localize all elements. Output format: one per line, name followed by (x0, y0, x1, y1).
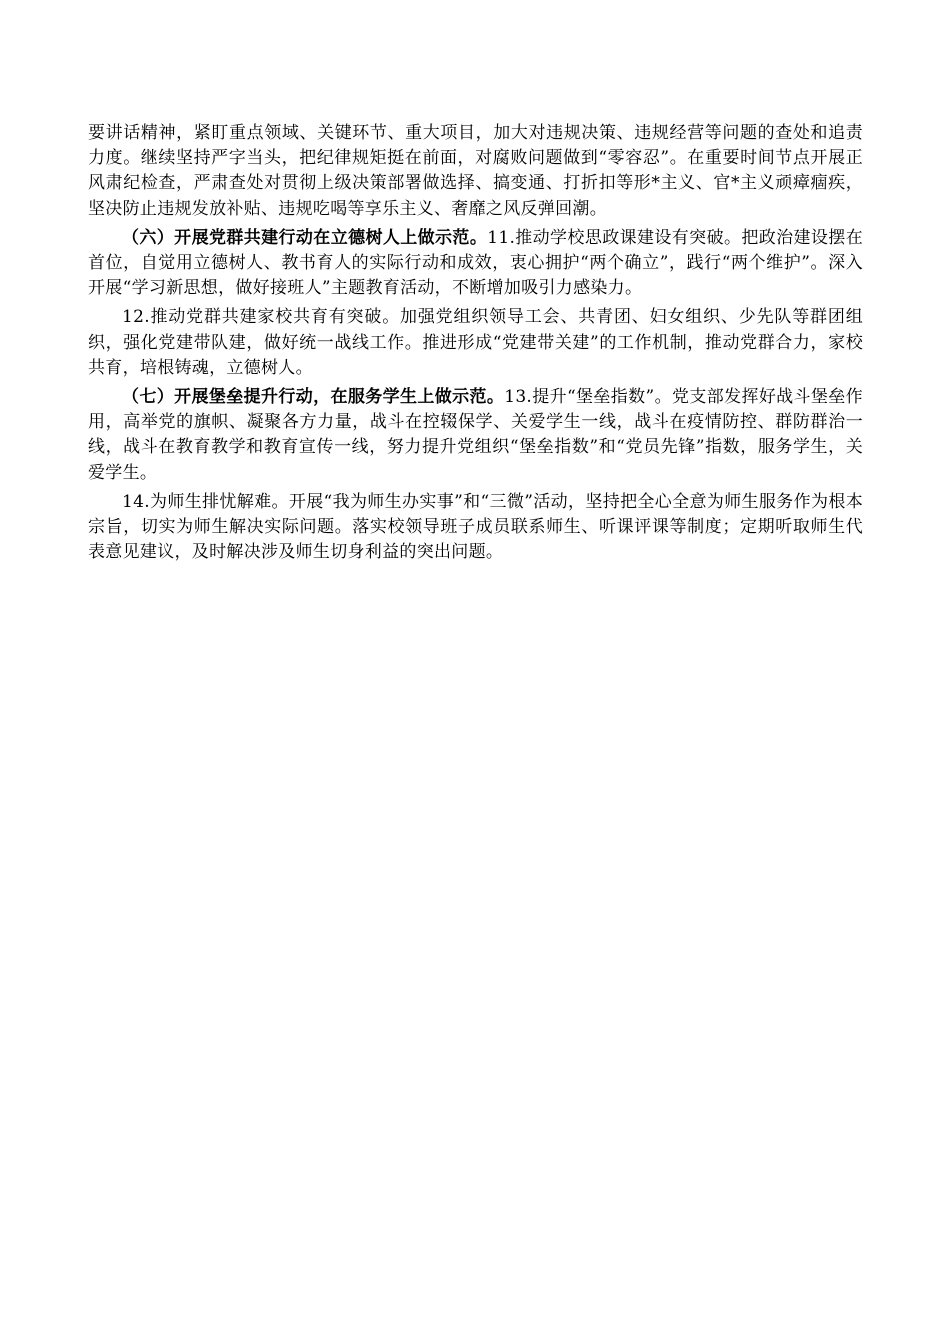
paragraph-text: 13.提升“堡垒指数”。党支部发挥好战斗堡垒作用，高举党的旗帜、凝聚各方力量，战斗在控辍保学、关爱学生一线，战斗在疫情防控、群防群治一线，战斗在教育教学和教育宣传一线，努力提升党组织“堡垒指数”和“党员先锋”指数，服务学生，关爱学生。 (88, 387, 863, 483)
document-body (88, 121, 863, 569)
paragraph-item-14 (88, 490, 863, 566)
paragraph-section-7 (88, 385, 863, 486)
paragraph-section-6 (88, 226, 863, 302)
paragraph-continuation (88, 121, 863, 222)
section-heading: （六）开展党群共建行动在立德树人上做示范。 (122, 227, 488, 248)
paragraph-text: 14.为师生排忧解难。开展“我为师生办实事”和“三微”活动，坚持把全心全意为师生服务作为根本宗旨，切实为师生解决实际问题。落实校领导班子成员联系师生、听课评课等制度；定期听取师生代表意见建议，及时解决涉及师生切身利益的突出问题。 (88, 491, 863, 563)
section-heading: （七）开展堡垒提升行动，在服务学生上做示范。 (122, 387, 505, 408)
paragraph-item-12 (88, 305, 863, 381)
paragraph-text: 要讲话精神，紧盯重点领域、关键环节、重大项目，加大对违规决策、违规经营等问题的查处和追责力度。继续坚持严字当头，把纪律规矩挺在前面，对腐败问题做到“零容忍”。在重要时间节点开展正风肃纪检查，严肃查处对贯彻上级决策部署做选择、搞变通、打折扣等形*主义、官*主义顽瘴痼疾，坚决防止违规发放补贴、违规吃喝等享乐主义、奢靡之风反弹回潮。 (88, 123, 863, 219)
paragraph-text: 11.推动学校思政课建设有突破。把政治建设摆在首位，自觉用立德树人、教书育人的实际行动和成效，衷心拥护“两个确立”，践行“两个维护”。深入开展“学习新思想，做好接班人”主题教育活动，不断增加吸引力感染力。 (88, 227, 863, 299)
paragraph-text: 12.推动党群共建家校共育有突破。加强党组织领导工会、共青团、妇女组织、少先队等群团组织，强化党建带队建，做好统一战线工作。推进形成“党建带关建”的工作机制，推动党群合力，家校共育，培根铸魂，立德树人。 (88, 307, 863, 378)
